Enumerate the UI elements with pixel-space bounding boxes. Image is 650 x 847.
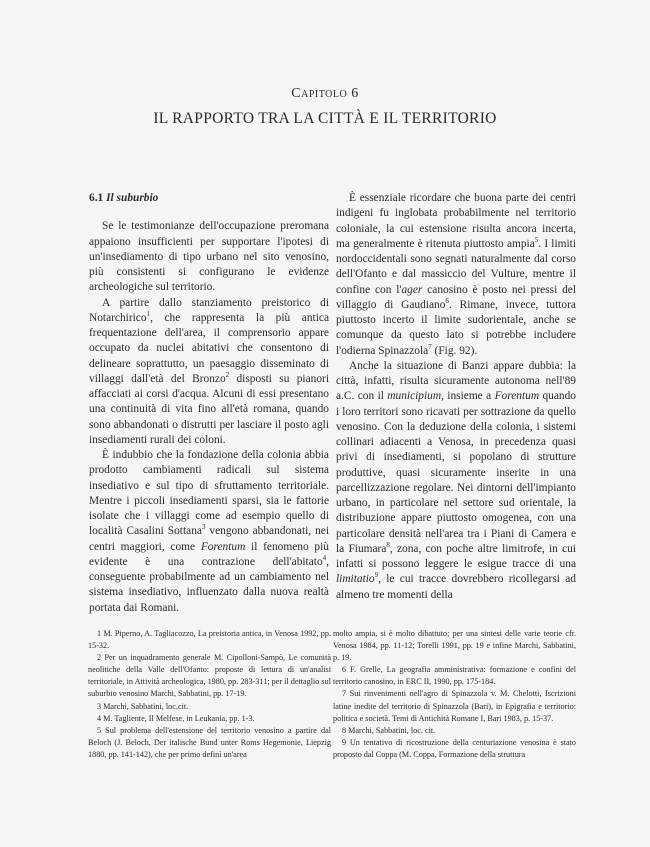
right-column (336, 191, 576, 603)
paragraph: Anche la situazione di Banzi appare dubbia: la città, infatti, risulta sicuramente autonoma nell'89 a.C. con il municipium, insieme a Forentum quando i loro territori sono ricavati per sottrazione da quello venosino. Con la deduzione della colonia, i sistemi collinari adiacenti a Venosa, in precedenza quasi privi di insediamenti, si popolano di strutture produttive, quasi sicuramente inserite in una parcellizzazione regolare. Nei dintorni dell'impianto urbano, in particolare nel settore sud orientale, la distribuzione appare piuttosto omogenea, con una particolare densità nell'area tra i Piani di Camera e la Fiumara$^8$, zona, con poche altre limitrofe, in cui infatti si possono leggere le esigue tracce di una limitatio$^9$, le cui tracce dovrebbero ricollegarsi ad almeno tre momenti della (336, 359, 576, 601)
footnote: 4 M. Tagliente, Il Melfese, in Leukania, pp. 1-3. (97, 713, 255, 723)
footnote: 1 M. Piperno, A. Tagliacozzo, La preistoria antica, in Venosa 1992, pp. 15-32. (88, 629, 331, 651)
footnotes-right (333, 628, 576, 761)
footnote: 9 Un tentativo di ricostruzione della centuriazione venosina è stato proposto dal Coppa (M. Coppa, Formazione della struttura (333, 737, 576, 759)
paragraph: Se le testimonianze dell'occupazione preromana appaiono insufficienti per supportare l'ipotesi di un'insediamento di tipo urbano nel sito venosino, più consistenti si configurano le evidenze archeologiche sul territorio. (89, 220, 329, 294)
footnote: molto ampia, si è molto dibattuto; per una sintesi delle varie teorie cfr. Venosa 1984, pp. 11-12; Torelli 1991, pp. 19 e infine Marchi, Sabbatini, p. 19. (333, 629, 576, 663)
footnote-ref: 6 (445, 296, 449, 305)
footnote-ref: 3 (201, 523, 206, 532)
footnote-ref: 7 (428, 342, 432, 351)
footnote-ref: 8 (386, 540, 390, 549)
footnote: 2 Per un inquadramento generale M. Cipolloni-Sampò, Le comunità neolitiche della Valle dell'Ofanto: proposte di lettura di un'analisi territoriale, in Attività archeologica, 1980, pp. 283-311; per il dettaglio sul suburbio venosino Marchi, Sabbatini, pp. 17-19. (88, 653, 331, 699)
paragraph: A partire dallo stanziamento preistorico di Notarchirico$^1$, che rappresenta la più antica frequentazione dell'area, il comprensorio appare occupato da nuclei abitativi che consentono di delineare soprattutto, un paesaggio disseminato di villaggi dall'età del Bronzo$^2$ disposti su pianori affacciati ai corsi d'acqua. Alcuni di essi presentano una continuità di vita fino all'età romana, quando sono abbandonati o distrutti per lasciare il posto agli insediamenti rurali dei coloni. (89, 296, 329, 446)
section-title: Il suburbio (106, 192, 159, 204)
paragraph: È indubbio che la fondazione della colonia abbia prodotto cambiamenti radicali sul sistema insediativo e sul tipo di sfruttamento territoriale. Mentre i piccoli insediamenti sparsi, sia le fattorie isolate che i villaggi come ad esempio quello di località Casalini Sottana$^3$ vengono abbandonati, nei centri maggiori, come Forentum il fenomeno più evidente è una contrazione dell'abitato$^4$, conseguente probabilmente ad un cambiamento nel sistema insediativo, influenzato dalla nuova realtà portata dai Romani. (89, 449, 330, 614)
footnote-ref: 5 (534, 235, 539, 244)
paragraph: È essenziale ricordare che buona parte dei centri indigeni fu inglobata probabilmente nel territorio coloniale, la cui estensione risulta ancora incerta, ma generalmente è ritenuta piuttosto ampia$^5$. I limiti nordoccidentali sono segnati naturalmente dal corso dell'Ofanto e dal massiccio del Vulture, mentre il confine con l'ager canosino è posto nei pressi del villaggio di Gaudiano$^6$. Rimane, invece, tuttora piuttosto incerto il limite sudorientale, anche se comunque da questo lato si potrebbe includere l'odierna Spinazzola$^7$ (Fig. 92). (336, 192, 576, 357)
footnote-ref: 4 (322, 553, 327, 562)
section-heading (89, 191, 329, 206)
footnote: 3 Marchi, Sabbatini, loc.cit. (97, 701, 189, 711)
section-number: 6.1 (89, 192, 104, 204)
left-column (89, 191, 329, 616)
footnote-ref: 1 (146, 309, 151, 318)
footnote-ref: 2 (225, 370, 230, 379)
footnotes-left (88, 628, 331, 761)
footnote: 5 Sul problema dell'estensione del territorio venosino a partire dal Beloch (J. Beloch, Der italische Bund unter Roms Hegemonie, Liepzig 1880, pp. 141-142), che per primo definì un'area (88, 725, 331, 759)
footnote: 8 Marchi, Sabbatini, loc. cit. (342, 725, 436, 735)
footnote: 6 F. Grelle, La geografia amministrativa: formazione e confini del territorio canosino, in ERC II, 1990, pp. 175-184. (333, 665, 576, 687)
chapter-label: Capitolo 6 (291, 86, 359, 101)
footnote: 7 Sui rinvenimenti nell'agro di Spinazzola v. M. Chelotti, Iscrizioni latine inedite del territorio di Spinazzola (Bari), in Epigrafia e territorio: politica e società. Temi di Antichità Romane I, Bari 1983, p. 15-37. (333, 689, 576, 723)
footnote-ref: 9 (374, 571, 379, 580)
chapter-title: IL RAPPORTO TRA LA CITTÀ E IL TERRITORIO (153, 110, 497, 127)
